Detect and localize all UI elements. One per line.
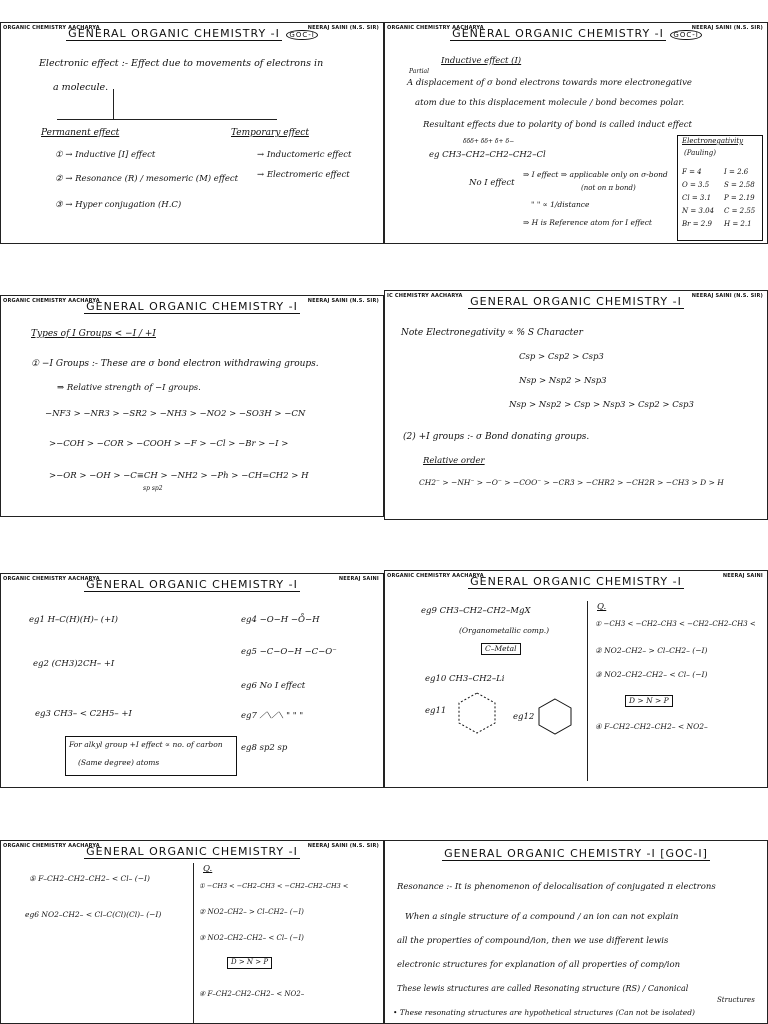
alkyl-rule-line-1: For alkyl group +I effect ∝ no. of carbon [69,740,223,749]
page-header [1,296,383,318]
electronegativity-right-column [724,166,755,231]
page-header [385,841,767,863]
carbon-order: Csp > Csp2 > Csp3 [519,352,604,362]
example-chain: eg CH3–CH2–CH2–CH2–Cl [429,150,546,160]
page-header [385,23,767,45]
i-effect-rule-1: ⇒ I effect ⇒ applicable only on σ-bond [523,170,668,179]
header-left: IC CHEMISTRY AACHARYA [387,293,463,299]
permanent-item-2: ② → Resonance (R) / mesomeric (M) effect [55,174,239,184]
note-page-6 [384,570,768,788]
i-effect-rule-4: ⇒ H is Reference atom for I effect [523,218,652,227]
column-divider [587,601,588,781]
question-label: Q. [203,864,213,874]
nitrogen-order: Nsp > Nsp2 > Nsp3 [519,376,607,386]
example-12: eg12 [513,712,535,722]
page-title: GENERAL ORGANIC CHEMISTRY -I [470,295,682,308]
page-title: GENERAL ORGANIC CHEMISTRY -I [GOC-I] [444,847,708,860]
header-left: ORGANIC CHEMISTRY AACHARYA [387,573,484,579]
example-2: eg2 (CH3)2CH– +I [33,659,115,669]
resonance-line-2: all the properties of compound/ion, then we use different lewis [397,936,669,946]
inductive-line-3: Resultant effects due to polarity of bond is called induct effect [423,120,692,130]
example-8: eg8 sp2 sp [241,743,288,753]
example-9: eg9 CH3–CH2–CH2–MgX [421,606,531,616]
header-right: NEERAJ SAINI (N.S. SIR) [691,25,763,31]
example-1: eg1 H–C(H)(H)– (+I) [29,615,118,625]
temporary-effect-heading: Temporary effect [231,128,309,138]
alkyl-rule-line-2: (Same degree) atoms [78,758,160,767]
note-page-4 [384,290,768,520]
page-header [1,841,383,863]
electronegativity-value: Br = 2.9 [682,220,712,228]
strength-order-line-1: −NF3 > −NR3 > −SR2 > −NH3 > −NO2 > −SO3H > −CN [45,409,306,419]
partial-label: Partial [409,68,430,75]
electronegativity-title: Electronegativity [682,137,744,145]
electronegativity-value: O = 3.5 [682,181,710,189]
column-divider [193,863,194,1023]
types-of-i-groups: Types of I Groups < −I / +I [31,329,156,339]
electronegativity-subtitle: (Pauling) [684,149,717,157]
example-5: eg5 −C−O−H −C−O⁻ [241,647,337,657]
note-page-5 [0,573,384,788]
inductive-line-2: atom due to this displacement molecule / bond becomes polar. [415,98,685,108]
note-page-8 [384,840,768,1024]
resonance-line-5: • These resonating structures are hypothetical structures (Can not be isolated) [393,1008,695,1017]
resonance-line-3: electronic structures for explanation of all properties of comp/ion [397,960,681,970]
question-2: ② NO2–CH2– > Cl–CH2– (−I) [199,908,304,916]
page-header [385,571,767,593]
no-i-effect-label: No I effect [469,178,515,188]
order-box: D > N > P [625,695,673,707]
header-left: ORGANIC CHEMISTRY AACHARYA [387,25,484,31]
header-right: NEERAJ SAINI (N.S. SIR) [307,298,379,304]
example-3: eg3 CH3– < C2H5– +I [35,709,132,719]
resonance-line-4b: Structures [717,996,755,1004]
electronegativity-value: S = 2.58 [724,181,755,189]
inductive-line-1: A displacement of σ bond electrons towards more electronegative [407,78,692,88]
ring-structure-1 [453,689,501,739]
electronegativity-left-column [682,166,714,231]
page-header [1,574,383,596]
example-9-note: (Organometallic comp.) [459,626,550,635]
hybridisation-labels: sp sp2 [143,485,163,492]
resonance-definition: Resonance :- It is phenomenon of delocalisation of conjugated π electrons [397,882,716,892]
electronegativity-value: C = 2.55 [724,207,756,215]
charge-labels: δδδ+ δδ+ δ+ δ− [463,138,515,145]
example-6: eg6 No I effect [241,681,306,691]
electronegativity-value: F = 4 [682,168,702,176]
note-page-7 [0,840,384,1024]
plus-i-groups-definition: (2) +I groups :- σ Bond donating groups. [403,432,590,442]
permanent-effect-heading: Permanent effect [41,128,120,138]
question-3: ③ NO2–CH2–CH2– < Cl– (−I) [595,670,708,679]
header-right: NEERAJ SAINI (N.S. SIR) [307,25,379,31]
note-electronegativity: Note Electronegativity ∝ % S Character [401,328,583,338]
electronegativity-box [677,135,763,241]
page-title: GENERAL ORGANIC CHEMISTRY -I [86,300,298,313]
example-6-repeat: eg6 NO2–CH2– < Cl–C(Cl)(Cl)– (−I) [25,910,162,919]
mixed-order: Nsp > Nsp2 > Csp > Nsp3 > Csp2 > Csp3 [509,400,694,410]
note-page-2 [384,22,768,244]
electronegativity-value: N = 3.04 [682,207,715,215]
header-right: NEERAJ SAINI [722,573,763,579]
page-title: GENERAL ORGANIC CHEMISTRY -I GOC-I [1,27,383,40]
strength-order-line-3: >−OR > −OH > −C≡CH > −NH2 > −Ph > −CH=CH2 > H [49,471,309,481]
page-title: GENERAL ORGANIC CHEMISTRY -I GOC-I [385,27,767,40]
header-right: NEERAJ SAINI (N.S. SIR) [307,843,379,849]
electronegativity-value: I = 2.6 [724,168,749,176]
page-title: GENERAL ORGANIC CHEMISTRY -I [86,578,298,591]
temporary-item-1: → Inductomeric effect [257,150,352,160]
tree-stem [113,89,114,119]
page-title: GENERAL ORGANIC CHEMISTRY -I [470,575,682,588]
note-page-3 [0,295,384,517]
example-10: eg10 CH3–CH2–Li [425,674,505,684]
example-11: eg11 [425,706,447,716]
example-9-box: C–Metal [481,643,521,655]
question-1: ① −CH3 < −CH2–CH3 < −CH2–CH2–CH3 < [595,620,756,628]
question-4: ④ F–CH2–CH2–CH2– < NO2– [199,990,305,998]
example-7: eg7 ⟋⟍⟋⟍ " " " [241,711,304,721]
resonance-line-1: When a single structure of a compound / an ion can not explain [405,912,679,922]
order-box: D > N > P [227,957,272,969]
i-effect-rule-3: " " ∝ 1/distance [531,200,590,209]
relative-strength-heading: ⇒ Relative strength of −I groups. [57,383,201,393]
minus-i-groups-definition: ① −I Groups :- These are σ bond electron withdrawing groups. [31,359,319,369]
page-title: GENERAL ORGANIC CHEMISTRY -I [86,845,298,858]
page-header [1,23,383,45]
header-left: ORGANIC CHEMISTRY AACHARYA [3,576,100,582]
question-3: ③ NO2–CH2–CH2– < Cl– (−I) [199,934,304,942]
relative-order-label: Relative order [423,456,485,466]
header-left: ORGANIC CHEMISTRY AACHARYA [3,298,100,304]
example-4: eg4 −O−H −O̊−H [241,615,320,625]
ring-structure-2 [535,695,575,739]
permanent-item-3: ③ → Hyper conjugation (H.C) [55,200,182,210]
plus-i-order: CH2⁻ > −NH⁻ > −O⁻ > −COO⁻ > −CR3 > −CHR2 > −CH2R > −CH3 > D > H [419,478,724,487]
question-2: ② NO2–CH2– > Cl–CH2– (−I) [595,646,708,655]
i-effect-rule-2: (not on π bond) [581,184,636,192]
example-5-repeat: ⑤ F–CH2–CH2–CH2– < Cl– (−I) [29,874,150,883]
alkyl-rule-box [65,736,237,776]
resonance-line-4: These lewis structures are called Resonating structure (RS) / Canonical [397,984,689,993]
definition-line-2: a molecule. [53,82,109,93]
question-1: ① −CH3 < −CH2–CH3 < −CH2–CH2–CH3 < [199,882,349,890]
header-left: ORGANIC CHEMISTRY AACHARYA [3,843,100,849]
question-label: Q. [597,602,607,612]
temporary-item-2: → Electromeric effect [257,170,350,180]
electronegativity-value: Cl = 3.1 [682,194,712,202]
strength-order-line-2: >−COH > −COR > −COOH > −F > −Cl > −Br > −I > [49,439,289,449]
note-page-1 [0,22,384,244]
header-left: ORGANIC CHEMISTRY AACHARYA [3,25,100,31]
electronegativity-value: P = 2.19 [724,194,755,202]
question-4: ④ F–CH2–CH2–CH2– < NO2– [595,722,708,731]
inductive-effect-heading: Inductive effect (I) [441,56,522,66]
definition-line-1: Electronic effect :- Effect due to movements of electrons in [39,58,324,69]
page-header [385,291,767,313]
tree-branch [57,119,277,120]
header-right: NEERAJ SAINI (N.S. SIR) [691,293,763,299]
electronegativity-value: H = 2.1 [724,220,752,228]
header-right: NEERAJ SAINI [338,576,379,582]
permanent-item-1: ① → Inductive [I] effect [55,150,156,160]
